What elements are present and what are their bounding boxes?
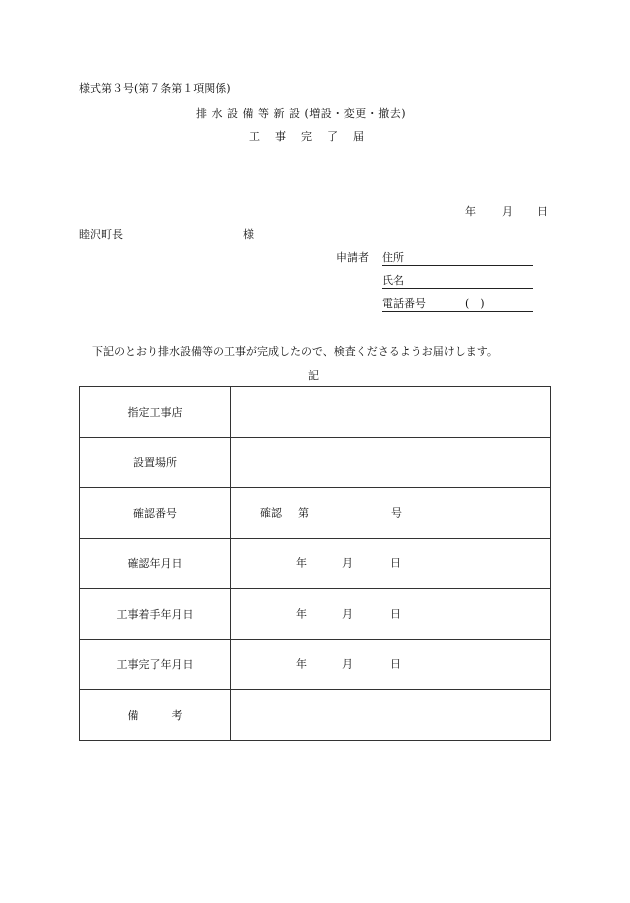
form-title-line2: 工 事 完 了 届 (249, 130, 366, 143)
completion-table (79, 386, 551, 741)
date-day-label: 日 (390, 556, 401, 570)
date-day: 日 (537, 205, 548, 218)
date-year-label: 年 (296, 607, 307, 621)
name-label: 氏名 (382, 274, 404, 287)
date-year-label: 年 (296, 556, 307, 570)
confirmation-prefix: 確認 (260, 506, 282, 520)
date-month-label: 月 (342, 607, 353, 621)
contractor-value (231, 387, 551, 438)
date-month-label: 月 (342, 556, 353, 570)
applicant-address-field (382, 252, 533, 266)
start-date-value (231, 589, 551, 640)
ki-heading: 記 (308, 369, 319, 382)
address-label: 住所 (382, 251, 404, 264)
date-year: 年 (465, 205, 476, 218)
row-label-remarks: 備 考 (80, 690, 231, 741)
location-value (231, 437, 551, 488)
table-row (80, 639, 551, 690)
row-label-contractor: 指定工事店 (80, 387, 231, 438)
table-row (80, 690, 551, 741)
table-row (80, 437, 551, 488)
table-row (80, 589, 551, 640)
applicant-name-field (382, 275, 533, 289)
confirmation-number-value (231, 488, 551, 539)
date-year-label: 年 (296, 657, 307, 671)
row-label-start-date: 工事着手年月日 (80, 589, 231, 640)
table-row (80, 538, 551, 589)
form-title-line1: 排 水 設 備 等 新 設 (増設・変更・撤去) (196, 107, 407, 120)
statement: 下記のとおり排水設備等の工事が完成したので、検査くださるようお届けします。 (92, 345, 498, 358)
row-label-confirmation-date: 確認年月日 (80, 538, 231, 589)
date-month: 月 (502, 205, 513, 218)
table-row (80, 488, 551, 539)
date-month-label: 月 (342, 657, 353, 671)
addressee: 睦沢町長 (79, 228, 123, 241)
addressee-honorific: 様 (243, 228, 254, 241)
remarks-value (231, 690, 551, 741)
confirmation-dai: 第 (298, 506, 309, 520)
row-label-completion-date: 工事完了年月日 (80, 639, 231, 690)
phone-label: 電話番号 (382, 297, 426, 310)
applicant-phone-field (382, 298, 533, 312)
table-row (80, 387, 551, 438)
completion-date-value (231, 639, 551, 690)
date-day-label: 日 (390, 657, 401, 671)
confirmation-date-value (231, 538, 551, 589)
row-label-location: 設置場所 (80, 437, 231, 488)
applicant-label: 申請者 (336, 251, 369, 264)
phone-paren: ( ) (465, 297, 485, 310)
row-label-confirmation-number: 確認番号 (80, 488, 231, 539)
form-number: 様式第３号(第７条第１項関係) (79, 82, 231, 95)
confirmation-go: 号 (391, 506, 402, 520)
date-day-label: 日 (390, 607, 401, 621)
